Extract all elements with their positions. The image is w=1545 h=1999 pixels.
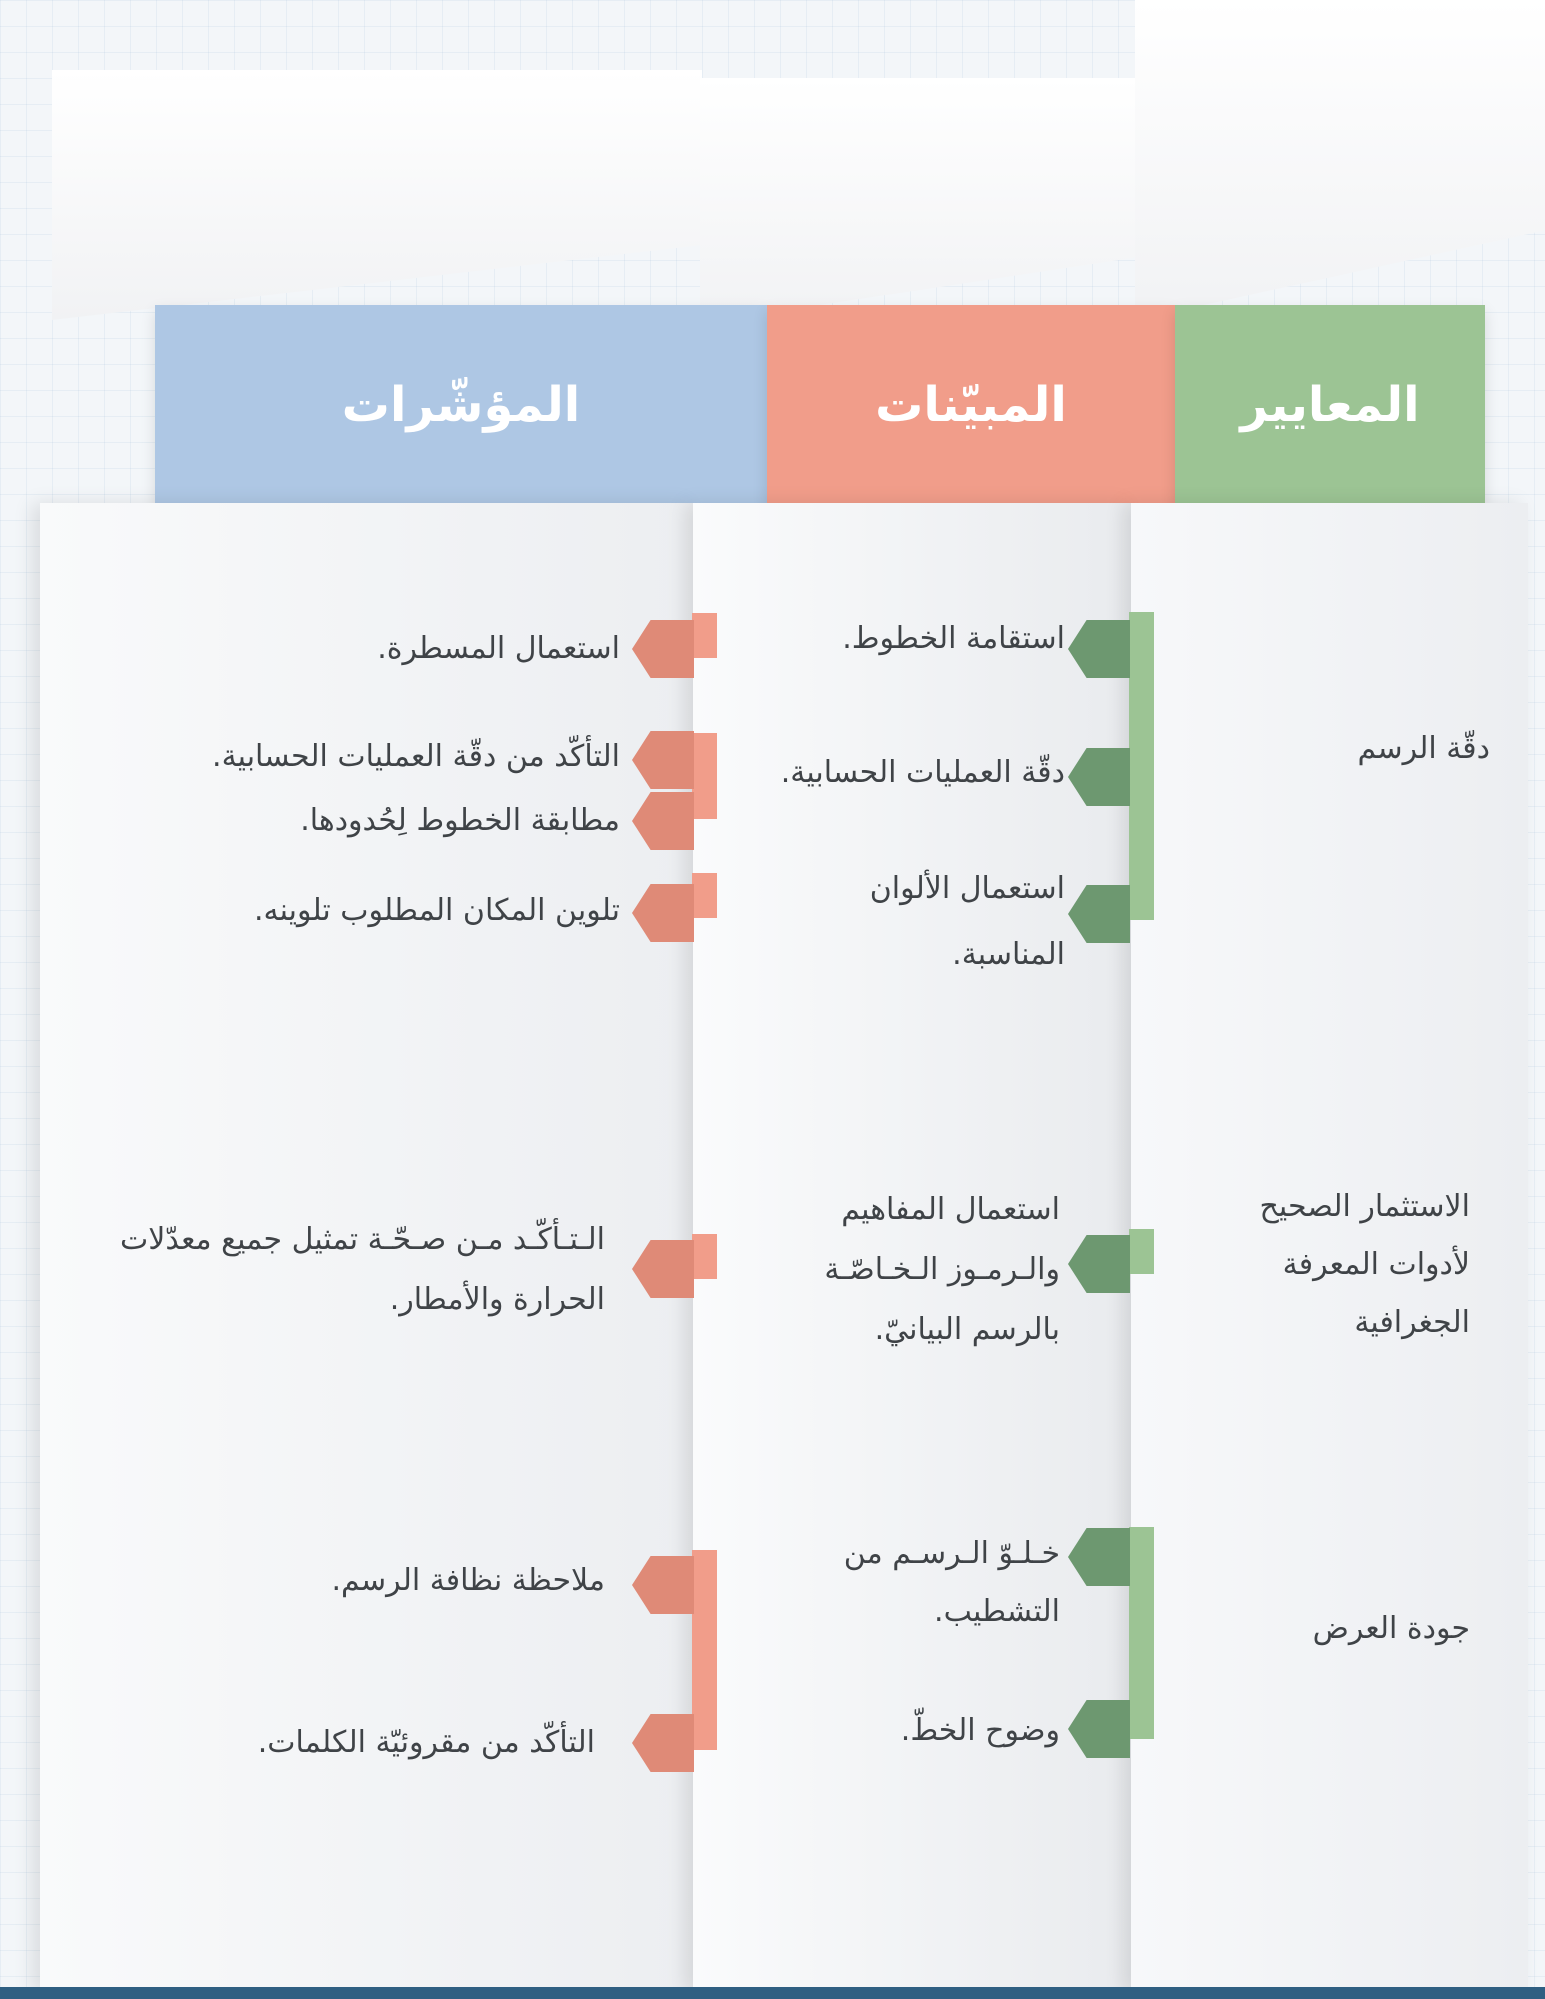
indicator-lines-match: مطابقة الخطوط لِحُدودها.	[300, 803, 620, 838]
criterion-presentation-quality: جودة العرض	[1312, 1611, 1470, 1646]
red-bar-3	[692, 873, 717, 918]
mid-item-colors: استعمال الألوان المناسبة.	[869, 871, 1065, 972]
indicator-coloring: تلوين المكان المطلوب تلوينه.	[253, 893, 620, 928]
header-indicators-mid-label: المبيّنات	[875, 377, 1067, 433]
criterion-geographic-tools: الاستثمار الصحيح لأدوات المعرفة الجغرافية	[1259, 1189, 1470, 1340]
indicator-readability: التأكّد من مقروئيّة الكلمات.	[257, 1725, 595, 1760]
header-indicators-mid	[767, 305, 1175, 505]
paper-flap-middle	[700, 78, 1140, 323]
paper-flap-left	[52, 70, 702, 320]
indicator-representation: الـتـأكّـد مـن صـحّـة تمثيل جميع معدّلات الحرارة والأمطار.	[119, 1222, 605, 1317]
red-bar-5	[692, 1550, 717, 1750]
red-bar-1	[692, 613, 717, 658]
red-bar-4	[692, 1234, 717, 1279]
criteria-bar-presentation	[1129, 1527, 1154, 1739]
header-criteria	[1175, 305, 1485, 505]
paper-flap-right	[1135, 0, 1545, 320]
mid-item-handwriting-clarity: وضوح الخطّ.	[900, 1713, 1060, 1748]
red-bar-2	[692, 733, 717, 819]
indicator-ruler-use: استعمال المسطرة.	[377, 631, 620, 666]
mid-item-concepts-symbols: استعمال المفاهيم والـرمـوز الـخـاصّـة بالرسم البيانيّ.	[824, 1192, 1060, 1347]
header-indicators	[155, 305, 767, 505]
header-criteria-label: المعايير	[1240, 377, 1420, 433]
header-indicators-label: المؤشّرات	[341, 377, 581, 433]
criteria-bar-tools	[1129, 1229, 1154, 1274]
mid-item-no-erasing: خـلـوّ الـرسـم من التشطيب.	[843, 1536, 1060, 1629]
bottom-band	[0, 1987, 1545, 1999]
indicator-cleanliness: ملاحظة نظافة الرسم.	[331, 1563, 605, 1598]
criteria-bar-drawing-accuracy	[1129, 612, 1154, 920]
criterion-drawing-accuracy: دقّة الرسم	[1357, 731, 1490, 766]
mid-item-line-straightness: استقامة الخطوط.	[842, 621, 1065, 656]
mid-item-calculation-accuracy: دقّة العمليات الحسابية.	[780, 755, 1065, 790]
indicator-check-calculations: التأكّد من دقّة العمليات الحسابية.	[212, 739, 620, 774]
